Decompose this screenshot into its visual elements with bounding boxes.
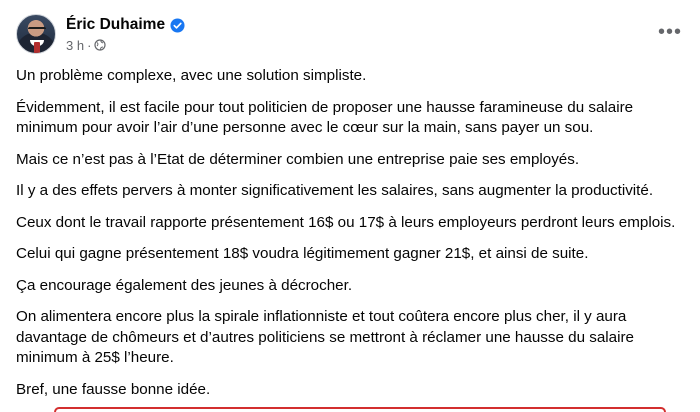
author-name[interactable]: Éric Duhaime: [66, 16, 166, 33]
post-timestamp[interactable]: 3 h: [66, 37, 85, 53]
globe-icon[interactable]: [94, 39, 106, 51]
post-paragraph: Mais ce n’est pas à l’Etat de déterminer combien une entreprise paie ses employés.: [16, 150, 580, 168]
post-paragraph: Celui qui gagne présentement 18$ voudra légitimement gagner 21$, et ainsi de suite.: [16, 245, 589, 262]
separator-dot: ·: [87, 37, 92, 53]
timestamp-row: [66, 36, 185, 54]
post-paragraph: Il y a des effets pervers à monter significativement les salaires, sans augmenter la productivité.: [16, 182, 654, 199]
post-body: [16, 66, 688, 411]
attachment-preview-edge: [54, 407, 666, 412]
post-meta: [66, 14, 185, 54]
post-paragraph: Bref, une fausse bonne idée.: [16, 380, 211, 398]
post-paragraph: Ceux dont le travail rapporte présentement 16$ ou 17$ à leurs employeurs perdront leurs emplois.: [16, 213, 676, 231]
post-paragraph: Un problème complexe, avec une solution simpliste.: [16, 67, 367, 84]
verified-badge-icon: [170, 18, 185, 33]
post-paragraph: Ça encourage également des jeunes à décrocher.: [16, 276, 353, 294]
author-row: [66, 14, 185, 36]
more-options-icon[interactable]: •••: [657, 21, 682, 43]
post-paragraph: Évidemment, il est facile pour tout politicien de proposer une hausse faramineuse du salaire minimum pour avoir l’air d’une personne avec le cœur sur la main, sans payer un sou.: [16, 98, 634, 136]
post-header: [16, 12, 185, 56]
post-paragraph: On alimentera encore plus la spirale inflationniste et tout coûtera encore plus cher, il y aura davantage de chômeurs et d’autres politiciens se mettront à réclamer une hausse du salaire minimum à 25$ l’heure.: [16, 308, 634, 366]
author-avatar[interactable]: [16, 14, 56, 54]
